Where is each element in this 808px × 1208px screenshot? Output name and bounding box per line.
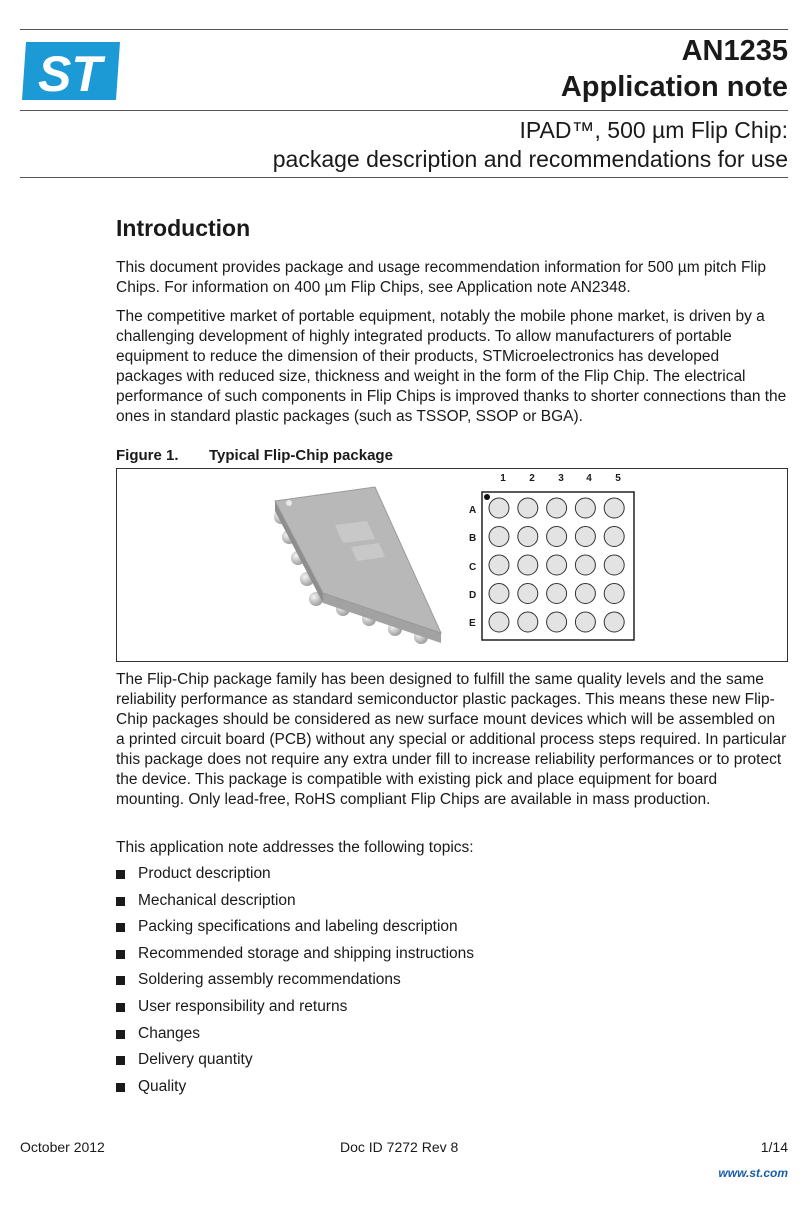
list-item [116,864,474,891]
bullet-square-icon [116,976,125,985]
footer-date: October 2012 [20,1139,105,1155]
bullet-square-icon [116,950,125,959]
list-item [116,891,474,918]
solder-ball-E4 [575,612,595,632]
bullet-square-icon [116,897,125,906]
subtitle-line1: IPAD™, 500 µm Flip Chip: [519,117,788,143]
row-label: D [469,590,477,601]
bullet-square-icon [116,1003,125,1012]
st-logo [20,38,122,104]
intro-paragraph-2: The competitive market of portable equipment, notably the mobile phone market, is driven by a challenging development of highly integrated products. To allow manufacturers of portable equipment to reduce the dimension of their products, STMicroelectronics has developed packages with reduced size, thickness and weight in the form of the Flip Chip. The electrical performance of such components in Flip Chips is improved thanks to shorter connections than the ones in standard plastic packages (such as TSSOP, SSOP or BGA). [116,308,787,425]
solder-ball-E3 [547,612,567,632]
figure-title: Typical Flip-Chip package [209,447,393,464]
solder-ball-A4 [575,498,595,518]
list-item [116,1050,474,1077]
doc-id: AN1235 [681,35,788,67]
solder-ball-C2 [518,555,538,575]
ball-grid [481,491,637,643]
footer-doc-ref: Doc ID 7272 Rev 8 [340,1139,459,1155]
bullet-square-icon [116,1056,125,1065]
list-item [116,917,474,944]
solder-ball-C5 [604,555,624,575]
subtitle-rule [20,177,788,178]
list-item-label: Soldering assembly recommendations [138,971,401,989]
solder-ball-A1 [489,498,509,518]
solder-ball-D5 [604,584,624,604]
list-item-label: Packing specifications and labeling description [138,918,458,936]
list-item-label: Recommended storage and shipping instructions [138,944,475,962]
top-rule [20,29,788,30]
list-item [116,997,474,1024]
solder-ball-E2 [518,612,538,632]
list-item [116,944,474,971]
solder-ball-C4 [575,555,595,575]
solder-ball-D1 [489,584,509,604]
bullet-square-icon [116,1083,125,1092]
solder-ball-C3 [547,555,567,575]
doc-type: Application note [560,71,788,103]
figure-caption [116,447,393,464]
header-rule [20,110,788,111]
list-item [116,1077,474,1104]
column-label: 3 [558,473,564,484]
column-label: 4 [586,473,592,484]
column-label: 1 [500,473,506,484]
row-label: C [469,562,477,573]
bullet-square-icon [116,923,125,932]
ball-grid-diagram [469,473,641,663]
solder-ball-A5 [604,498,624,518]
solder-ball-B5 [604,527,624,547]
list-item [116,970,474,997]
website-link[interactable]: www.st.com [718,1166,788,1180]
solder-ball-D2 [518,584,538,604]
row-label: B [469,533,477,544]
list-item-label: Product description [138,865,271,882]
figure-number: Figure 1. [116,447,179,464]
footer-page-number: 1/14 [760,1139,788,1155]
body-paragraph-3: The Flip-Chip package family has been designed to fulfill the same quality levels and the same reliability performance as standard semiconductor plastic packages. This means these new Flip-Chip packages should be considered as new surface mount devices which will be assembled on a printed circuit board (PCB) without any special or additional process steps required. In particular this package does not require any extra under fill to increase reliability performances or to protect the device. This package is compatible with existing pick and place equipment for board mounting. Only lead-free, RoHS compliant Flip Chips are available in mass production. [116,671,787,808]
svg-text:ST: ST [38,46,102,102]
figure-frame [116,468,788,662]
list-item-label: User responsibility and returns [138,997,348,1015]
solder-ball-B3 [547,527,567,547]
column-labels [483,473,643,487]
list-item-label: Changes [138,1024,201,1042]
list-item [116,1024,474,1051]
column-label: 5 [615,473,621,484]
solder-ball-A3 [547,498,567,518]
solder-ball-B1 [489,527,509,547]
list-item-label: Quality [138,1077,187,1095]
list-item-label: Delivery quantity [138,1051,253,1069]
solder-ball-C1 [489,555,509,575]
section-heading: Introduction [116,215,251,241]
solder-ball-E1 [489,612,509,632]
list-item-label: Mechanical description [138,891,296,909]
row-label: A [469,505,477,516]
bullet-square-icon [116,1030,125,1039]
topic-list [116,864,474,1103]
body-paragraph-4: This application note addresses the following topics: [116,839,474,856]
solder-ball-D3 [547,584,567,604]
subtitle-line2: package description and recommendations for use [272,146,788,172]
flip-chip-3d-illustration [263,481,453,645]
solder-ball-A2 [518,498,538,518]
bullet-square-icon [116,870,125,879]
solder-ball-D4 [575,584,595,604]
intro-paragraph-1: This document provides package and usage recommendation information for 500 µm pitch Flip Chips. For information on 400 µm Flip Chips, see Application note AN2348. [116,259,766,296]
solder-ball-B2 [518,527,538,547]
solder-ball-B4 [575,527,595,547]
solder-ball-E5 [604,612,624,632]
row-label: E [469,618,476,629]
column-label: 2 [529,473,535,484]
